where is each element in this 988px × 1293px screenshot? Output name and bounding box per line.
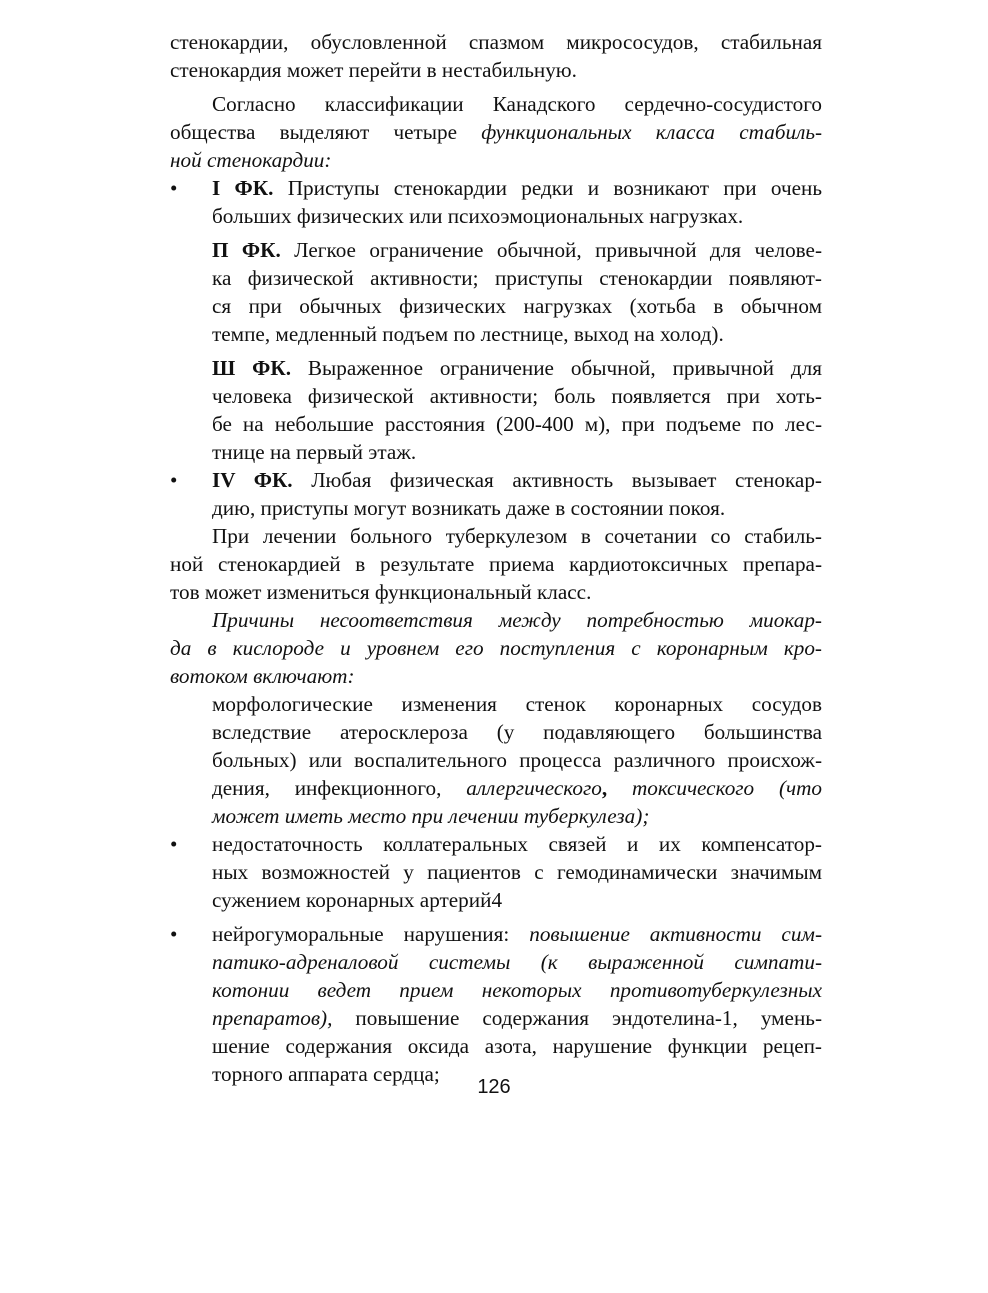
list-item-fk1 bbox=[170, 174, 822, 230]
text-line: ся при обычных физических нагрузках (хотьба в обычном bbox=[212, 294, 822, 318]
text-line: да в кислороде и уровнем его поступления с коронарным кро- bbox=[170, 636, 822, 660]
emphasis-text: котонии ведет прием некоторых противотуберкулезных bbox=[212, 978, 822, 1002]
text-line bbox=[170, 466, 822, 494]
text-line: шение содержания оксида азота, нарушение функции рецеп- bbox=[212, 1034, 822, 1058]
text-line: темпе, медленный подъем по лестнице, выход на холод). bbox=[212, 322, 724, 346]
text-line: ка физической активности; приступы стенокардии появляют- bbox=[212, 266, 822, 290]
text-line bbox=[170, 1004, 822, 1032]
text-line: Причины несоответствия между потребностью миокар- bbox=[212, 608, 822, 632]
text-line: Согласно классификации Канадского сердечно-сосудистого bbox=[212, 92, 822, 116]
text-line bbox=[170, 354, 822, 382]
text-line bbox=[170, 174, 822, 202]
bullet-icon: • bbox=[170, 922, 178, 946]
text-line: вотоком включают: bbox=[170, 664, 355, 688]
text-fragment: Приступы стенокардии редки и возникают при очень bbox=[287, 176, 822, 200]
fk-label: П ФК. bbox=[212, 238, 281, 262]
text-line: торного аппарата сердца; bbox=[212, 1062, 440, 1086]
text-line bbox=[170, 774, 822, 802]
text-fragment: Выраженное ограничение обычной, привычной для bbox=[307, 356, 822, 380]
emphasis-text: повышение активности сим- bbox=[529, 922, 822, 946]
text-line: стенокардия может перейти в нестабильную. bbox=[170, 58, 577, 82]
fk-label: IV ФК. bbox=[212, 468, 293, 492]
list-item-fk4 bbox=[170, 466, 822, 522]
page-number: 126 bbox=[477, 1076, 511, 1098]
emphasis-text: ной стенокардии: bbox=[170, 148, 332, 172]
text-line bbox=[170, 920, 822, 948]
text-line bbox=[170, 118, 822, 146]
text-line: недостаточность коллатеральных связей и их компенсатор- bbox=[212, 832, 822, 856]
text-fragment: Легкое ограничение обычной, привычной для челове- bbox=[294, 238, 822, 262]
text-line: ной стенокардией в результате приема кардиотоксичных препара- bbox=[170, 552, 822, 576]
fk-label: Ш ФК. bbox=[212, 356, 292, 380]
fk-label: I ФК. bbox=[212, 176, 274, 200]
bullet-icon: • bbox=[170, 832, 178, 856]
emphasis-text: токсического (что bbox=[631, 776, 822, 800]
paragraph-classification bbox=[170, 90, 822, 174]
text-fragment: Любая физическая активность вызывает стенокар- bbox=[311, 468, 822, 492]
emphasis-text: патико-адреналовой системы (к выраженной симпати- bbox=[212, 950, 822, 974]
text-line: больных) или воспалительного процесса различного происхож- bbox=[212, 748, 822, 772]
text-line: тов может измениться функциональный класс. bbox=[170, 580, 592, 604]
text-line: вследствие атеросклероза (у подавляющего большинства bbox=[212, 720, 822, 744]
text-line: ных возможностей у пациентов с гемодинамически значимым bbox=[212, 860, 822, 884]
list-item-fk2 bbox=[170, 236, 822, 348]
bullet-icon: • bbox=[170, 468, 178, 492]
text-line: дию, приступы могут возникать даже в состоянии покоя. bbox=[212, 496, 726, 520]
text-line: больших физических или психоэмоциональных нагрузках. bbox=[212, 204, 744, 228]
emphasis-text: функциональных класса стабиль- bbox=[481, 120, 822, 144]
emphasis-text: препаратов), bbox=[212, 1006, 333, 1030]
page-body bbox=[170, 28, 822, 1088]
text-fragment: , bbox=[601, 776, 608, 800]
text-line: тнице на первый этаж. bbox=[212, 440, 417, 464]
text-fragment: повышение содержания эндотелина-1, умень- bbox=[355, 1006, 822, 1030]
emphasis-text: может иметь место при лечении туберкулеза); bbox=[212, 804, 650, 828]
emphasis-text: аллергического bbox=[466, 776, 602, 800]
list-item-fk3 bbox=[170, 354, 822, 466]
text-line: сужением коронарных артерий4 bbox=[212, 888, 503, 912]
text-line: человека физической активности; боль появляется при хоть- bbox=[212, 384, 822, 408]
bullet-icon: • bbox=[170, 176, 178, 200]
paragraph-causes bbox=[170, 606, 822, 690]
list-item-cause-collaterals bbox=[170, 830, 822, 914]
paragraph-treatment bbox=[170, 522, 822, 606]
list-item-cause-morphology bbox=[170, 690, 822, 830]
text-fragment: нейрогуморальные нарушения: bbox=[212, 922, 510, 946]
text-line: бе на небольшие расстояния (200-400 м), при подъеме по лес- bbox=[212, 412, 822, 436]
text-line: морфологические изменения стенок коронарных сосудов bbox=[212, 692, 822, 716]
text-fragment: дения, инфекционного, bbox=[212, 776, 442, 800]
text-line bbox=[170, 236, 822, 264]
paragraph-continuation bbox=[170, 28, 822, 84]
text-fragment: общества выделяют четыре bbox=[170, 120, 458, 144]
text-line: При лечении больного туберкулезом в сочетании со стабиль- bbox=[212, 524, 822, 548]
text-line: стенокардии, обусловленной спазмом микрососудов, стабильная bbox=[170, 30, 822, 54]
list-item-cause-neurohumoral bbox=[170, 920, 822, 1088]
